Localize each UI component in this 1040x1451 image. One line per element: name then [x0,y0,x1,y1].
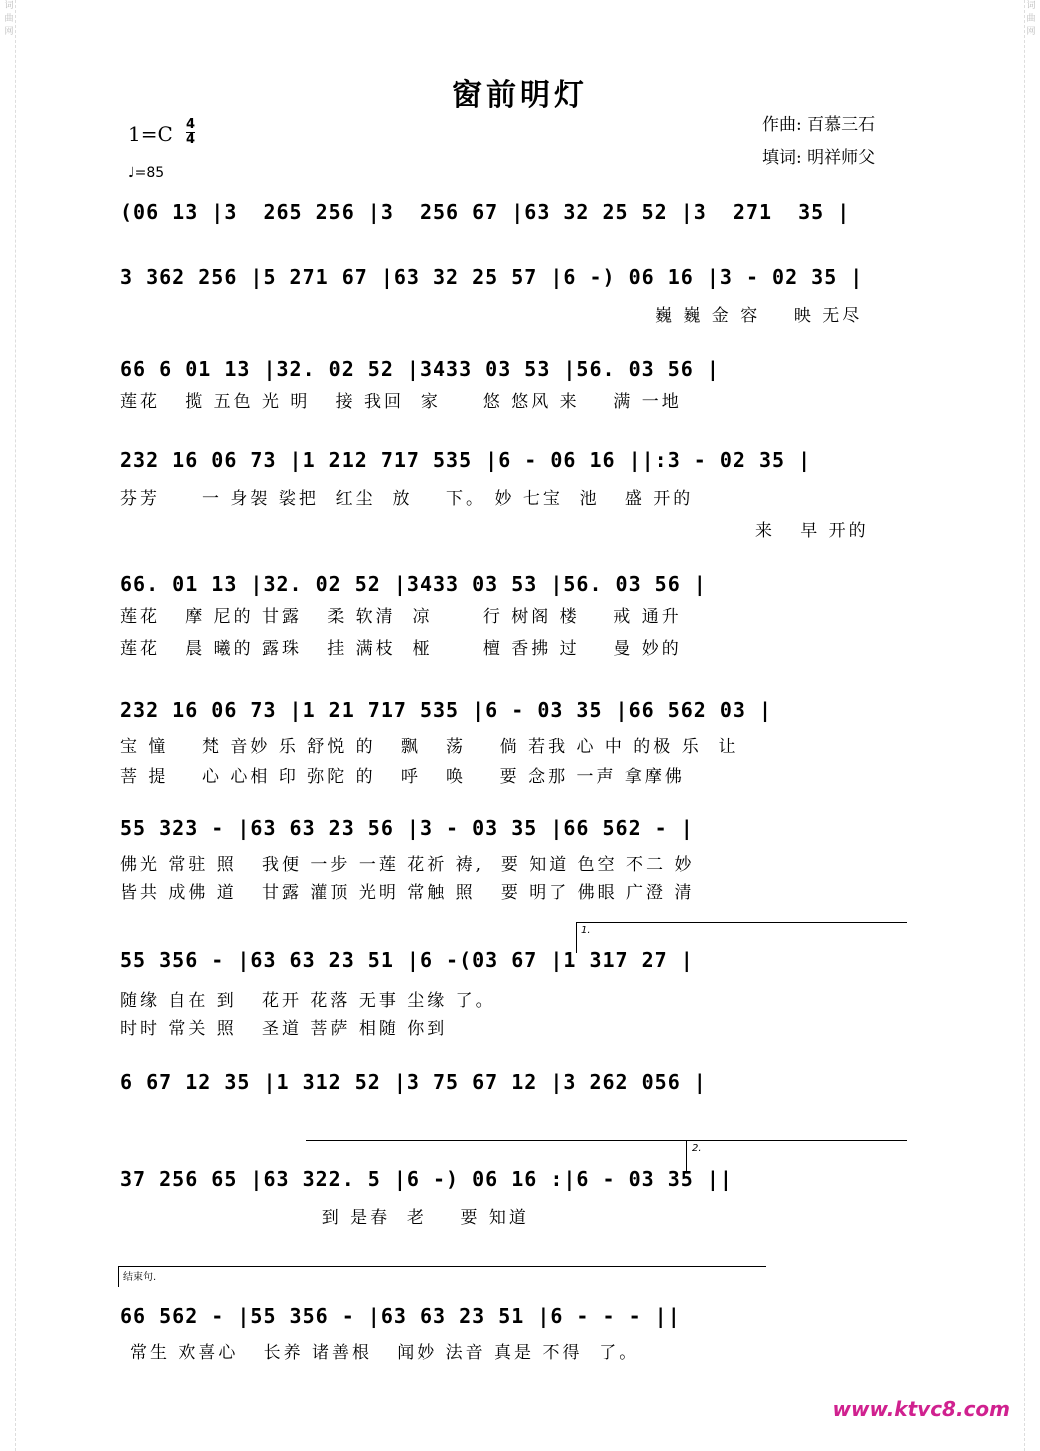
volta-first-label: 1. [581,925,591,936]
notes-row-9: 6 67 12 35 |1 312 52 |3 75 67 12 |3 262 056 | [120,1070,707,1094]
time-signature-top: 4 [186,117,196,132]
composer-credit: 作曲: 百慕三石 [762,115,876,135]
lyric-row-6-verse-1: 宝 憧 梵 音妙 乐 舒悦 的 飘 荡 倘 若我 心 中 的极 乐 让 [120,737,739,757]
notes-row-11: 66 562 - |55 356 - |63 63 23 51 |6 - - - || [120,1304,681,1328]
lyric-row-4-verse-2: 来 早 开的 [755,521,869,541]
time-signature [186,118,195,147]
site-watermark: www.ktvc8.com [832,1397,1010,1421]
lyric-row-4-verse-1: 芬芳 一 身袈 裟把 红尘 放 下。 妙 七宝 池 盛 开的 [120,489,694,509]
lyric-row-11-verse-1: 常生 欢喜心 长养 诸善根 闻妙 法音 真是 不得 了。 [130,1343,640,1363]
lyric-row-2-verse-1: 巍 巍 金 容 映 无尽 [655,306,863,326]
song-title: 窗前明灯 [452,78,588,113]
lyricist-credit: 填词: 明祥师父 [762,148,876,168]
side-watermark-left: 词曲网 [3,0,16,1451]
ending-label: 结束句. [123,1272,157,1283]
side-watermark-right: 词曲网 [1024,0,1037,1451]
lyric-row-7-verse-2: 皆共 成佛 道 甘露 灌顶 光明 常触 照 要 明了 佛眼 广澄 清 [120,883,695,903]
lyric-row-7-verse-1: 佛光 常驻 照 我便 一步 一莲 花祈 祷, 要 知道 色空 不二 妙 [120,855,695,875]
notes-row-5: 66. 01 13 |32. 02 52 |3433 03 53 |56. 03 56 | [120,572,707,596]
lyric-row-10-verse-1: 到 是春 老 要 知道 [120,1208,529,1228]
notes-row-1: (06 13 |3 265 256 |3 256 67 |63 32 25 52 |3 271 35 | [120,200,851,224]
lyric-row-5-verse-2: 莲花 晨 曦的 露珠 挂 满枝 桠 檀 香拂 过 曼 妙的 [120,639,682,659]
notes-row-8: 55 356 - |63 63 23 51 |6 -(03 67 |1 317 27 | [120,948,694,972]
time-signature-bottom: 4 [186,132,196,147]
lyric-row-8-verse-2: 时时 常关 照 圣道 菩萨 相随 你到 [120,1019,448,1039]
tempo-marking: ♩=85 [128,165,165,181]
lyric-row-3-verse-1: 莲花 揽 五色 光 明 接 我回 家 悠 悠风 来 满 一地 [120,392,682,412]
volta-second-label: 2. [692,1143,702,1154]
volta-first-continuation [306,1140,686,1141]
notes-row-7: 55 323 - |63 63 23 56 |3 - 03 35 |66 562 - | [120,816,694,840]
notes-row-3: 66 6 01 13 |32. 02 52 |3433 03 53 |56. 03 56 | [120,357,720,381]
notes-row-4: 232 16 06 73 |1 212 717 535 |6 - 06 16 ||:3 - 02 35 | [120,448,812,472]
lyric-row-5-verse-1: 莲花 摩 尼的 甘露 柔 软清 凉 行 树阁 楼 戒 通升 [120,607,682,627]
notes-row-10: 37 256 65 |63 322. 5 |6 -) 06 16 :|6 - 03 35 || [120,1167,733,1191]
ending-bracket [118,1266,766,1287]
notes-row-2: 3 362 256 |5 271 67 |63 32 25 57 |6 -) 06 16 |3 - 02 35 | [120,265,864,289]
lyric-row-6-verse-2: 菩 提 心 心相 印 弥陀 的 呼 唤 要 念那 一声 拿摩佛 [120,767,685,787]
notes-row-6: 232 16 06 73 |1 21 717 535 |6 - 03 35 |66 562 03 | [120,698,773,722]
lyric-row-8-verse-1: 随缘 自在 到 花开 花落 无事 尘缘 了。 [120,991,496,1011]
key-signature: 1=C [128,122,173,146]
